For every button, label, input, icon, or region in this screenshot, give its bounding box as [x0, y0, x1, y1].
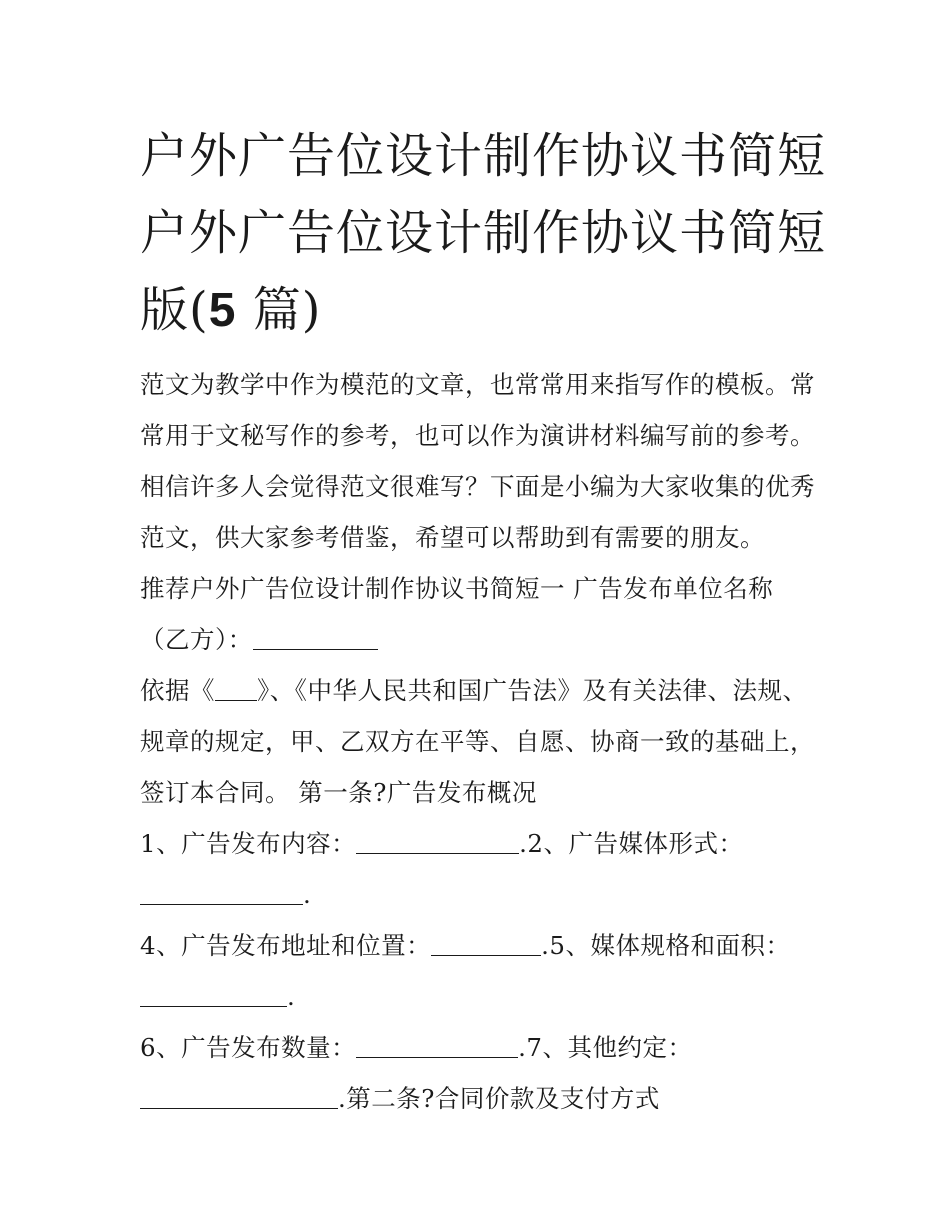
party-b-label: （乙方）：	[140, 625, 253, 654]
item1-label: 1、广告发布内容：	[140, 829, 357, 858]
basis-blank	[215, 676, 257, 701]
document-page	[140, 118, 830, 1124]
title-count: 5	[208, 284, 237, 337]
article2-heading: .第二条?合同价款及支付方式	[338, 1084, 660, 1113]
item7-label: .7、其他约定：	[518, 1033, 693, 1062]
recommend-text: 推荐户外广告位设计制作协议书简短一 广告发布单位名称	[140, 574, 774, 603]
item5-label: .5、媒体规格和面积：	[541, 931, 791, 960]
item2-label: .2、广告媒体形式：	[519, 829, 744, 858]
item-1-2	[140, 818, 830, 920]
item2-end: .	[303, 880, 312, 909]
item7-blank	[140, 1084, 338, 1109]
item6-blank	[356, 1033, 518, 1058]
item4-label: 4、广告发布地址和位置：	[140, 931, 432, 960]
basis-prefix: 依据《	[140, 676, 215, 705]
item4-blank	[431, 931, 541, 956]
item-6-7	[140, 1022, 830, 1124]
title-text: 户外广告位设计制作协议书简短 户外广告位设计制作协议书简短版(	[140, 128, 827, 338]
title-suffix: 篇)	[236, 282, 322, 338]
item5-blank	[140, 982, 287, 1007]
party-b-blank	[253, 625, 378, 650]
basis-paragraph	[140, 665, 830, 818]
item1-blank	[356, 829, 519, 854]
item6-label: 6、广告发布数量：	[140, 1033, 357, 1062]
intro-paragraph: 范文为教学中作为模范的文章，也常常用来指写作的模板。常常用于文秘写作的参考，也可以作为演讲材料编写前的参考。相信许多人会觉得范文很难写？下面是小编为大家收集的优秀范文，供大家参考借鉴，希望可以帮助到有需要的朋友。	[140, 370, 815, 552]
item-4-5	[140, 920, 830, 1022]
item5-end: .	[287, 982, 296, 1011]
recommend-line	[140, 563, 830, 665]
item2-blank	[140, 880, 303, 905]
basis-rest: 》、《中华人民共和国广告法》及有关法律、法规、规章的规定，甲、乙双方在平等、自愿、协商一致的基础上，签订本合同。 第一条?广告发布概况	[140, 676, 815, 807]
document-title	[140, 118, 830, 349]
